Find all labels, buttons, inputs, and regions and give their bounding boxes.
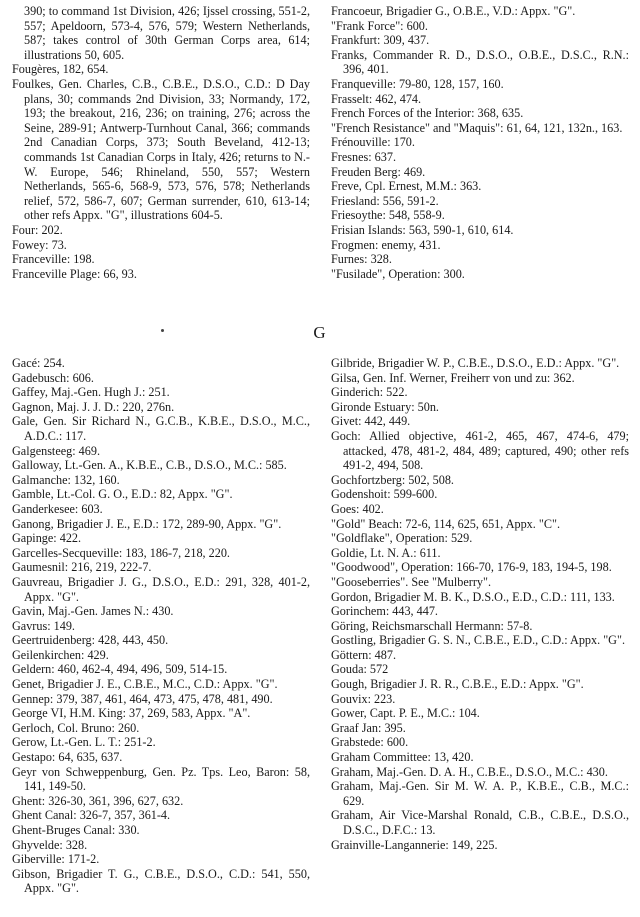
index-entry: Goch: Allied objective, 461-2, 465, 467, 474-6, 479; attacked, 478, 481-2, 484, 489; captured, 490; other refs 491-2, 494, 508. — [331, 428, 629, 473]
index-entry: Ghyvelde: 328. — [12, 837, 88, 852]
index-entry: "Fusilade", Operation: 300. — [331, 266, 465, 281]
index-entry: Gironde Estuary: 50n. — [331, 399, 439, 414]
index-entry: Franqueville: 79-80, 128, 157, 160. — [331, 76, 504, 91]
index-entry: Gavrus: 149. — [12, 618, 75, 633]
index-entry: Graaf Jan: 395. — [331, 720, 406, 735]
index-entry: Gordon, Brigadier M. B. K., D.S.O., E.D., C.D.: 111, 133. — [331, 589, 615, 604]
index-entry: Goldie, Lt. N. A.: 611. — [331, 545, 441, 560]
index-entry: Garcelles-Secqueville: 183, 186-7, 218, 220. — [12, 545, 230, 560]
index-entry: Frasselt: 462, 474. — [331, 91, 422, 106]
index-entry: Gavin, Maj.-Gen. James N.: 430. — [12, 604, 174, 619]
index-entry: Ganderkesee: 603. — [12, 501, 103, 516]
index-entry: Gamble, Lt.-Col. G. O., E.D.: 82, Appx. "G". — [12, 487, 233, 502]
index-entry: Gaffey, Maj.-Gen. Hugh J.: 251. — [12, 385, 170, 400]
index-entry: Galgensteeg: 469. — [12, 443, 100, 458]
index-entry: Geilenkirchen: 429. — [12, 647, 109, 662]
index-entry: Gacé: 254. — [12, 356, 65, 370]
index-entry: French Forces of the Interior: 368, 635. — [331, 106, 524, 121]
index-entry: Geldern: 460, 462-4, 494, 496, 509, 514-15. — [12, 662, 228, 677]
index-entry: Gapinge: 422. — [12, 531, 82, 546]
index-entry: Gagnon, Maj. J. J. D.: 220, 276n. — [12, 399, 175, 414]
index-entry: Gibson, Brigadier T. G., C.B.E., D.S.O., C.D.: 541, 550, Appx. "G". — [12, 866, 310, 896]
index-entry: Furnes: 328. — [331, 252, 392, 267]
index-entry: Geertruidenberg: 428, 443, 450. — [12, 633, 169, 648]
index-entry: "Gold" Beach: 72-6, 114, 625, 651, Appx. "C". — [331, 516, 560, 531]
index-entry: Graham, Maj.-Gen. Sir M. W. A. P., K.B.E., C.B., M.C.: 629. — [331, 779, 629, 808]
index-entry: Graham, Maj.-Gen. D. A. H., C.B.E., D.S.O., M.C.: 430. — [331, 764, 608, 779]
index-entry: Gale, Gen. Sir Richard N., G.C.B., K.B.E., D.S.O., M.C., A.D.C.: 117. — [12, 414, 310, 443]
index-entry: "Goodwood", Operation: 166-70, 176-9, 183, 194-5, 198. — [331, 560, 612, 575]
index-entry: Freve, Cpl. Ernest, M.M.: 363. — [331, 179, 482, 194]
index-entry: Franceville: 198. — [12, 252, 95, 267]
index-entry: Giberville: 171-2. — [12, 852, 100, 867]
index-entry: George VI, H.M. King: 37, 269, 583, Appx. "A". — [12, 706, 251, 721]
index-entry: Ghent-Bruges Canal: 330. — [12, 823, 140, 837]
index-entry: Ghent Canal: 326-7, 357, 361-4. — [12, 808, 171, 823]
index-entry: Gostling, Brigadier G. S. N., C.B.E., E.D., C.D.: Appx. "G". — [331, 633, 625, 648]
index-entry: Gorinchem: 443, 447. — [331, 604, 438, 619]
index-entry: Gouvix: 223. — [331, 691, 396, 706]
index-entry: Godenshoit: 599-600. — [331, 487, 438, 502]
index-entry: Graham, Air Vice-Marshal Ronald, C.B., C.B.E., D.S.O., D.S.C., D.F.C.: 13. — [331, 808, 629, 837]
index-entry: Francoeur, Brigadier G., O.B.E., V.D.: Appx. "G". — [331, 4, 576, 18]
index-column-top-left — [12, 4, 310, 281]
index-entry: Gennep: 379, 387, 461, 464, 473, 475, 478, 481, 490. — [12, 691, 273, 706]
index-entry: Ganong, Brigadier J. E., E.D.: 172, 289-90, Appx. "G". — [12, 516, 282, 531]
index-entry: Foulkes, Gen. Charles, C.B., C.B.E., D.S.O., C.D.: D Day plans, 30; commands 2nd Division, 33; Normandy, 172, 193; the breakout, 216, 236; on training, 276; across the Seine, 289-91; Antwerp-Turnhout Canal, 366; commands 2nd Canadian Corps, 373; South Beveland, 412-13; commands 1st Canadian Corps in Italy, 426; returns to N.-W. Europe, 546; Rhineland, 550, 557; Western Netherlands, 565-6, 568-9, 573, 576, 578; Netherlands relief, 572, 586-7, 607; German surrender, 610, 613-14; other refs Appx. "G", illustrations 604-5. — [12, 76, 310, 223]
index-entry: Frénouville: 170. — [331, 135, 415, 150]
index-entry: Freuden Berg: 469. — [331, 164, 426, 179]
index-entry: Fowey: 73. — [12, 237, 67, 252]
index-column-top-right — [331, 4, 629, 281]
index-entry: Four: 202. — [12, 222, 63, 237]
index-entry: Grainville-Langannerie: 149, 225. — [331, 837, 498, 852]
index-entry: Gadebusch: 606. — [12, 370, 94, 385]
index-entry: Gerow, Lt.-Gen. L. T.: 251-2. — [12, 735, 156, 750]
index-entry: Gilsa, Gen. Inf. Werner, Freiherr von und zu: 362. — [331, 370, 575, 385]
index-entry: Grabstede: 600. — [331, 735, 409, 750]
index-entry: Fresnes: 637. — [331, 149, 396, 164]
index-entry: Gough, Brigadier J. R. R., C.B.E., E.D.: Appx. "G". — [331, 677, 584, 692]
index-entry: Friesland: 556, 591-2. — [331, 193, 439, 208]
index-entry: "French Resistance" and "Maquis": 61, 64, 121, 132n., 163. — [331, 120, 623, 135]
index-entry: Göring, Reichsmarschall Hermann: 57-8. — [331, 618, 533, 633]
index-entry: Genet, Brigadier J. E., C.B.E., M.C., C.D.: Appx. "G". — [12, 677, 278, 692]
index-entry: Ginderich: 522. — [331, 385, 408, 400]
index-entry: Goes: 402. — [331, 501, 384, 516]
index-entry: Givet: 442, 449. — [331, 414, 411, 429]
index-entry: Gouda: 572 — [331, 662, 389, 677]
index-entry: Gaumesnil: 216, 219, 222-7. — [12, 560, 152, 575]
index-entry: Fougères, 182, 654. — [12, 62, 109, 77]
index-entry: Gochfortzberg: 502, 508. — [331, 472, 454, 487]
index-entry: Gilbride, Brigadier W. P., C.B.E., D.S.O., E.D.: Appx. "G". — [331, 356, 620, 370]
index-entry: "Frank Force": 600. — [331, 18, 428, 33]
index-entry: Gestapo: 64, 635, 637. — [12, 750, 123, 765]
index-entry: Friesoythe: 548, 558-9. — [331, 208, 445, 223]
index-entry: Gauvreau, Brigadier J. G., D.S.O., E.D.: 291, 328, 401-2, Appx. "G". — [12, 574, 310, 604]
index-entry: Franceville Plage: 66, 93. — [12, 266, 137, 281]
index-entry: Frogmen: enemy, 431. — [331, 237, 441, 252]
index-entry: "Gooseberries". See "Mulberry". — [331, 574, 492, 589]
index-entry: Frisian Islands: 563, 590-1, 610, 614. — [331, 222, 514, 237]
index-entry: Graham Committee: 13, 420. — [331, 750, 474, 765]
index-column-bottom-right — [331, 356, 629, 852]
index-entry: Galmanche: 132, 160. — [12, 472, 120, 487]
index-entry: "Goldflake", Operation: 529. — [331, 531, 473, 546]
index-entry: Geyr von Schweppenburg, Gen. Pz. Tps. Leo, Baron: 58, 141, 149-50. — [12, 764, 310, 794]
index-entry: Frankfurt: 309, 437. — [331, 33, 430, 48]
index-column-bottom-left — [12, 356, 310, 896]
index-entry: Ghent: 326-30, 361, 396, 627, 632. — [12, 793, 184, 808]
section-letter-heading: G — [313, 323, 327, 342]
index-entry: Galloway, Lt.-Gen. A., K.B.E., C.B., D.S.O., M.C.: 585. — [12, 458, 287, 473]
index-entry: Franks, Commander R. D., D.S.O., O.B.E., D.S.C., R.N.: 396, 401. — [331, 47, 629, 77]
index-entry: Gower, Capt. P. E., M.C.: 104. — [331, 706, 480, 721]
index-entry: 390; to command 1st Division, 426; Ijssel crossing, 551-2, 557; Apeldoorn, 573-4, 576, 579; Western Netherlands, 587; takes control of 30th German Corps area, 614; illustrations 50, 605. — [24, 4, 310, 62]
index-entry: Gerloch, Col. Bruno: 260. — [12, 720, 140, 735]
index-entry: Göttern: 487. — [331, 647, 396, 662]
